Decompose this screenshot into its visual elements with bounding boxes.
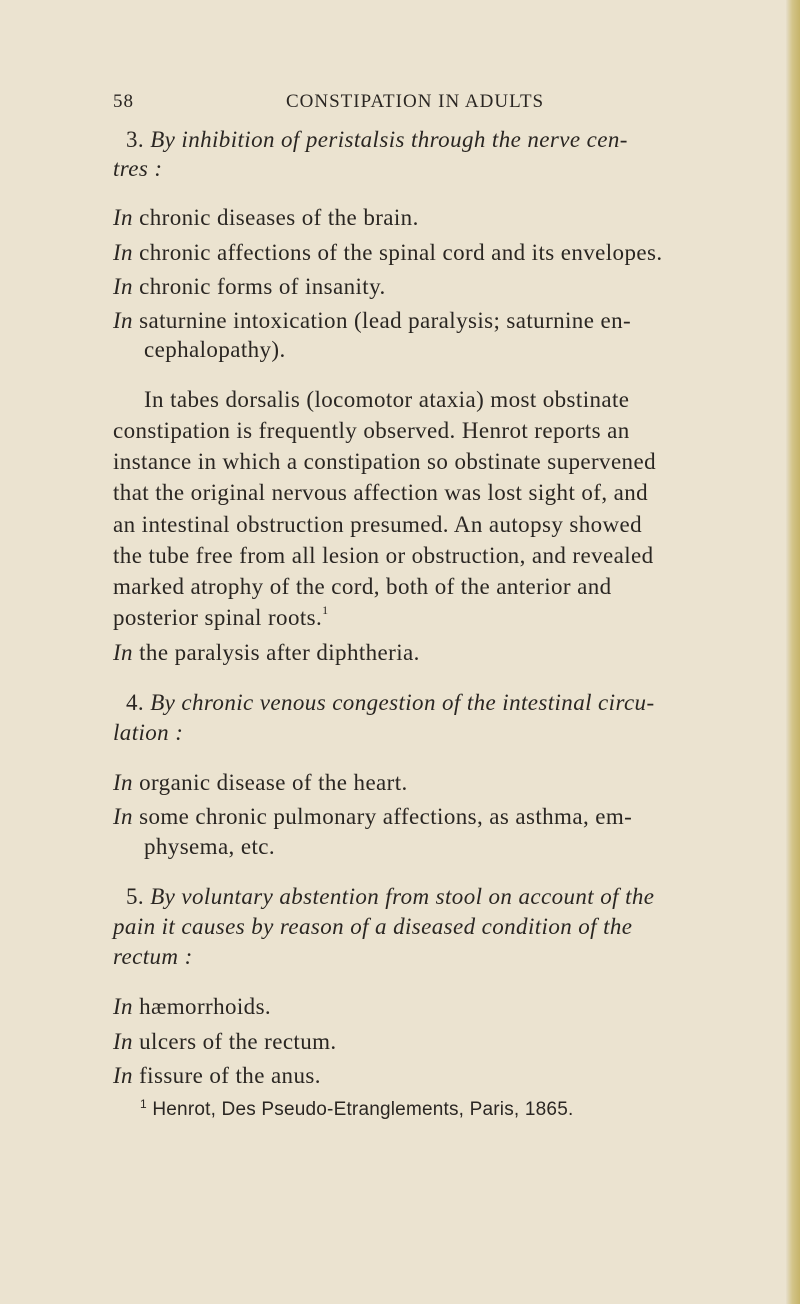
list-item: In chronic forms of insanity. [113, 274, 386, 299]
list-item: In organic disease of the heart. [113, 770, 408, 795]
paragraph-line: the tube free from all lesion or obstruction, and revealed [113, 543, 654, 568]
paragraph-line: instance in which a constipation so obstinate supervened [113, 449, 656, 474]
section-5-heading-line-3: rectum : [113, 944, 193, 969]
paragraph-line: constipation is frequently observed. Henrot reports an [113, 418, 630, 443]
list-item: In the paralysis after diphtheria. [113, 640, 420, 665]
section-5-number: 5. [126, 884, 145, 909]
paragraph-line: posterior spinal roots.$^1$ [113, 603, 329, 630]
section-5-heading-line-2: pain it causes by reason of a diseased condition of the [113, 914, 633, 939]
list-item: In ulcers of the rectum. [113, 1029, 337, 1054]
paragraph-line: that the original nervous affection was lost sight of, and [113, 480, 649, 505]
list-item: In hæmorrhoids. [113, 994, 272, 1019]
section-4-number: 4. [126, 690, 145, 715]
list-item: In saturnine intoxication (lead paralysis; saturnine en- [113, 308, 632, 333]
footnote-text: Henrot, Des Pseudo-Etranglements, Paris, 1865. [152, 1099, 574, 1120]
footnote-reference: 1 [322, 603, 329, 617]
list-item-continuation: cephalopathy). [144, 337, 286, 362]
section-3-heading-line-2: tres : [113, 156, 163, 181]
list-item-continuation: physema, etc. [144, 834, 276, 859]
list-item: In some chronic pulmonary affections, as asthma, em- [113, 804, 633, 829]
section-4-heading-line-2: lation : [113, 720, 184, 745]
footnote-marker: 1 [140, 1097, 147, 1111]
list-item: In chronic affections of the spinal cord and its envelopes. [113, 240, 663, 265]
page-number: 58 [113, 91, 134, 112]
paragraph-line: marked atrophy of the cord, both of the anterior and [113, 574, 612, 599]
page-edge-shadow [786, 0, 800, 1304]
list-item: In fissure of the anus. [113, 1063, 321, 1088]
section-5-heading-line-1: 5. By voluntary abstention from stool on account of the [126, 884, 655, 909]
list-item: In chronic diseases of the brain. [113, 205, 419, 230]
paragraph-line: an intestinal obstruction presumed. An autopsy showed [113, 512, 643, 537]
section-3-heading-line-1: 3. By inhibition of peristalsis through the nerve cen- [126, 127, 628, 152]
section-3-number: 3. [126, 127, 145, 152]
section-4-heading-line-1: 4. By chronic venous congestion of the intestinal circu- [126, 690, 655, 715]
running-title: CONSTIPATION IN ADULTS [286, 91, 545, 112]
footnote [140, 1099, 573, 1121]
paragraph-line: In tabes dorsalis (locomotor ataxia) most obstinate [144, 387, 630, 412]
